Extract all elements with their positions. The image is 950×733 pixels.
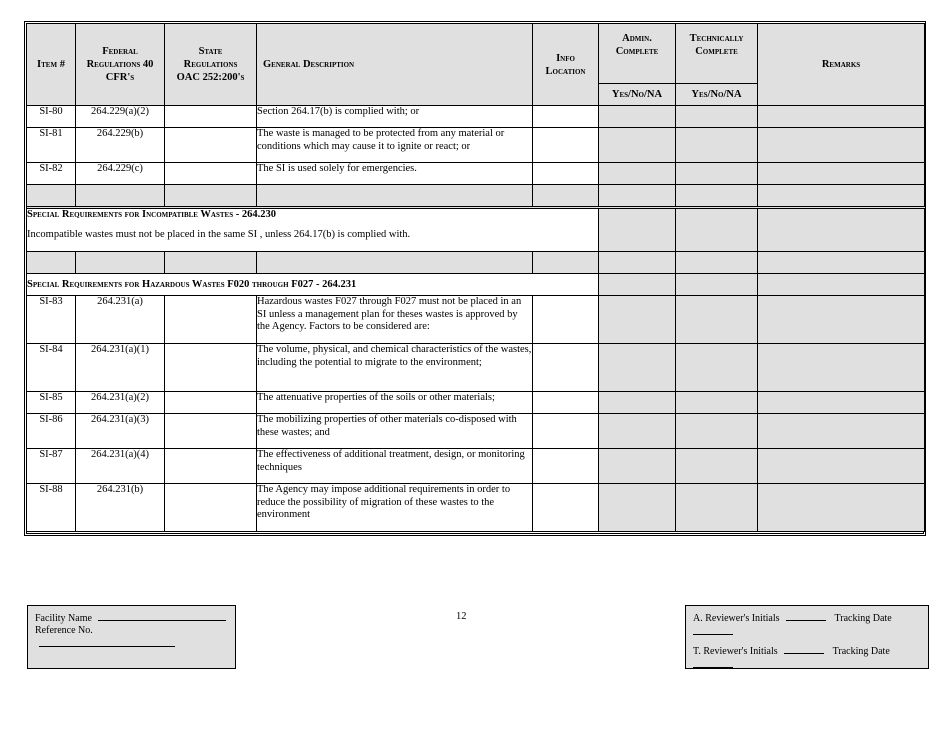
item-number: SI-84 bbox=[27, 344, 76, 392]
technically-complete-cell[interactable] bbox=[676, 484, 758, 532]
a-reviewer-line[interactable] bbox=[693, 611, 921, 635]
admin-complete-cell[interactable] bbox=[599, 344, 676, 392]
admin-complete-cell[interactable] bbox=[599, 449, 676, 484]
state-reg bbox=[165, 163, 257, 185]
federal-reg: 264.229(b) bbox=[76, 128, 165, 163]
facility-box bbox=[27, 605, 236, 669]
technically-complete-cell[interactable] bbox=[676, 296, 758, 344]
header-federal: Federal Regulations 40 CFR's bbox=[76, 24, 165, 106]
admin-complete-cell[interactable] bbox=[599, 392, 676, 414]
federal-reg: 264.231(a)(1) bbox=[76, 344, 165, 392]
a-tracking-label: Tracking Date bbox=[834, 613, 892, 624]
t-tracking-blank[interactable] bbox=[693, 658, 733, 668]
item-number: SI-88 bbox=[27, 484, 76, 532]
section-hazardous-wastes bbox=[27, 274, 599, 296]
reference-no-line[interactable] bbox=[35, 625, 228, 651]
facility-name-blank[interactable] bbox=[98, 611, 226, 621]
info-location-cell[interactable] bbox=[533, 449, 599, 484]
info-location-cell[interactable] bbox=[533, 163, 599, 185]
table-row bbox=[27, 344, 925, 392]
description: The attenuative properties of the soils or other materials; bbox=[257, 392, 533, 414]
item-number: SI-80 bbox=[27, 106, 76, 128]
checklist-table bbox=[26, 23, 925, 532]
section-title: Special Requirements for Incompatible Wastes - 264.230 bbox=[27, 209, 276, 220]
description: Section 264.17(b) is complied with; or bbox=[257, 106, 533, 128]
yn-tech: Yes/No/NA bbox=[676, 84, 758, 106]
header-admin-complete: Admin. Complete bbox=[599, 24, 676, 84]
state-reg bbox=[165, 449, 257, 484]
admin-complete-cell[interactable] bbox=[599, 208, 676, 252]
reference-no-label: Reference No. bbox=[35, 625, 93, 636]
federal-reg: 264.229(a)(2) bbox=[76, 106, 165, 128]
spacer-row bbox=[27, 252, 925, 274]
item-number: SI-83 bbox=[27, 296, 76, 344]
a-tracking-blank[interactable] bbox=[693, 625, 733, 635]
reviewer-box bbox=[685, 605, 929, 669]
remarks-cell[interactable] bbox=[758, 484, 925, 532]
remarks-cell[interactable] bbox=[758, 128, 925, 163]
header-state: State Regulations OAC 252:200's bbox=[165, 24, 257, 106]
description: The mobilizing properties of other materials co-disposed with these wastes; and bbox=[257, 414, 533, 449]
t-reviewer-line[interactable] bbox=[693, 644, 921, 668]
info-location-cell[interactable] bbox=[533, 344, 599, 392]
info-location-cell[interactable] bbox=[533, 296, 599, 344]
state-reg bbox=[165, 296, 257, 344]
technically-complete-cell[interactable] bbox=[676, 163, 758, 185]
admin-complete-cell[interactable] bbox=[599, 163, 676, 185]
table-row bbox=[27, 106, 925, 128]
technically-complete-cell[interactable] bbox=[676, 414, 758, 449]
state-reg bbox=[165, 392, 257, 414]
item-number: SI-81 bbox=[27, 128, 76, 163]
section-incompatible-wastes bbox=[27, 208, 599, 252]
remarks-cell[interactable] bbox=[758, 274, 925, 296]
a-reviewer-blank[interactable] bbox=[786, 611, 826, 621]
table-row bbox=[27, 163, 925, 185]
header-item: Item # bbox=[27, 24, 76, 106]
t-reviewer-blank[interactable] bbox=[784, 644, 824, 654]
table-row bbox=[27, 296, 925, 344]
technically-complete-cell[interactable] bbox=[676, 274, 758, 296]
page-number: 12 bbox=[456, 611, 467, 622]
info-location-cell[interactable] bbox=[533, 106, 599, 128]
header-remarks: Remarks bbox=[758, 24, 925, 106]
technically-complete-cell[interactable] bbox=[676, 392, 758, 414]
item-number: SI-86 bbox=[27, 414, 76, 449]
section-row bbox=[27, 208, 925, 252]
admin-complete-cell[interactable] bbox=[599, 274, 676, 296]
state-reg bbox=[165, 128, 257, 163]
description: The volume, physical, and chemical characteristics of the wastes, including the potential to migrate to the environment; bbox=[257, 344, 533, 392]
federal-reg: 264.229(c) bbox=[76, 163, 165, 185]
yn-admin: Yes/No/NA bbox=[599, 84, 676, 106]
item-number: SI-85 bbox=[27, 392, 76, 414]
remarks-cell[interactable] bbox=[758, 414, 925, 449]
description: The SI is used solely for emergencies. bbox=[257, 163, 533, 185]
info-location-cell[interactable] bbox=[533, 128, 599, 163]
spacer-row bbox=[27, 185, 925, 208]
facility-name-label: Facility Name bbox=[35, 613, 92, 624]
section-row bbox=[27, 274, 925, 296]
technically-complete-cell[interactable] bbox=[676, 128, 758, 163]
header-general-description: General Description bbox=[257, 24, 533, 106]
federal-reg: 264.231(a)(2) bbox=[76, 392, 165, 414]
item-number: SI-82 bbox=[27, 163, 76, 185]
info-location-cell[interactable] bbox=[533, 414, 599, 449]
admin-complete-cell[interactable] bbox=[599, 296, 676, 344]
table-row bbox=[27, 414, 925, 449]
remarks-cell[interactable] bbox=[758, 296, 925, 344]
info-location-cell[interactable] bbox=[533, 392, 599, 414]
federal-reg: 264.231(a)(4) bbox=[76, 449, 165, 484]
description: Hazardous wastes F027 through F027 must not be placed in an SI unless a management plan for theses wastes is approved by the Agency. Factors to be considered are: bbox=[257, 296, 533, 344]
technically-complete-cell[interactable] bbox=[676, 106, 758, 128]
t-reviewer-label: T. Reviewer's Initials bbox=[693, 646, 778, 657]
remarks-cell[interactable] bbox=[758, 449, 925, 484]
state-reg bbox=[165, 414, 257, 449]
reference-no-blank[interactable] bbox=[39, 637, 175, 647]
description: The waste is managed to be protected from any material or conditions which may cause it to ignite or react; or bbox=[257, 128, 533, 163]
header-row bbox=[27, 24, 925, 84]
technically-complete-cell[interactable] bbox=[676, 344, 758, 392]
info-location-cell[interactable] bbox=[533, 484, 599, 532]
facility-name-line[interactable] bbox=[35, 611, 228, 625]
state-reg bbox=[165, 484, 257, 532]
table-row bbox=[27, 128, 925, 163]
remarks-cell[interactable] bbox=[758, 106, 925, 128]
a-reviewer-label: A. Reviewer's Initials bbox=[693, 613, 780, 624]
admin-complete-cell[interactable] bbox=[599, 128, 676, 163]
section-body: Incompatible wastes must not be placed in the same SI , unless 264.17(b) is complied with. bbox=[27, 229, 411, 240]
remarks-cell[interactable] bbox=[758, 344, 925, 392]
section-title: Special Requirements for Hazardous Wastes F020 through F027 - 264.231 bbox=[27, 279, 357, 290]
technically-complete-cell[interactable] bbox=[676, 449, 758, 484]
state-reg bbox=[165, 106, 257, 128]
admin-complete-cell[interactable] bbox=[599, 106, 676, 128]
header-technically-complete: Technically Complete bbox=[676, 24, 758, 84]
state-reg bbox=[165, 344, 257, 392]
federal-reg: 264.231(b) bbox=[76, 484, 165, 532]
admin-complete-cell[interactable] bbox=[599, 414, 676, 449]
table-row bbox=[27, 392, 925, 414]
table-row bbox=[27, 449, 925, 484]
header-info-location: Info Location bbox=[533, 24, 599, 106]
t-tracking-label: Tracking Date bbox=[832, 646, 890, 657]
description: The Agency may impose additional requirements in order to reduce the possibility of migration of these wastes to the environment bbox=[257, 484, 533, 532]
remarks-cell[interactable] bbox=[758, 163, 925, 185]
item-number: SI-87 bbox=[27, 449, 76, 484]
federal-reg: 264.231(a) bbox=[76, 296, 165, 344]
admin-complete-cell[interactable] bbox=[599, 484, 676, 532]
remarks-cell[interactable] bbox=[758, 208, 925, 252]
table-row bbox=[27, 484, 925, 532]
description: The effectiveness of additional treatment, design, or monitoring techniques bbox=[257, 449, 533, 484]
federal-reg: 264.231(a)(3) bbox=[76, 414, 165, 449]
remarks-cell[interactable] bbox=[758, 392, 925, 414]
technically-complete-cell[interactable] bbox=[676, 208, 758, 252]
